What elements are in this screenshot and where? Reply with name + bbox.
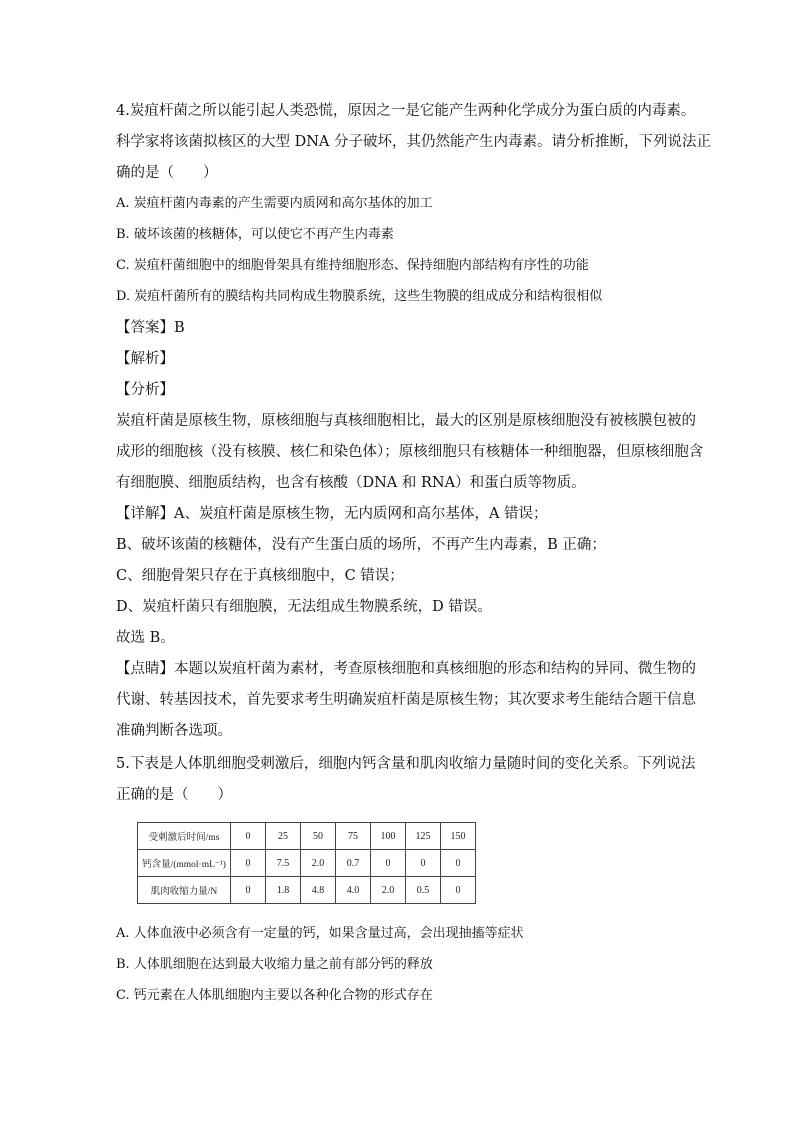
- table-cell: 50: [301, 823, 336, 850]
- table-cell: 0: [441, 877, 476, 904]
- table-cell: 0: [231, 823, 266, 850]
- q4-fenxi-line-2: 成形的细胞核（没有核膜、核仁和染色体）；原核细胞只有核糖体一种细胞器，但原核细胞含: [116, 444, 704, 460]
- table-cell: 0.7: [336, 850, 371, 877]
- q4-analysis-heading: 【解析】: [116, 351, 174, 367]
- calcium-force-table: [137, 822, 476, 904]
- row-label-force: 肌肉收缩力量/N: [138, 877, 231, 904]
- row-label-time: 受刺激后时间/ms: [138, 823, 231, 850]
- q4-detail-line-3: C、细胞骨架只存在于真核细胞中，C 错误；: [116, 568, 404, 584]
- q4-stem-line-2: 科学家将该菌拟核区的大型 DNA 分子破坏，其仍然能产生内毒素。请分析推断，下列说法正: [116, 134, 711, 150]
- q4-stem-line-3: 确的是（ ）: [116, 165, 218, 181]
- table-row-force: [138, 877, 476, 904]
- q4-fenxi-line-1: 炭疽杆菌是原核生物，原核细胞与真核细胞相比，最大的区别是原核细胞没有被核膜包被的: [116, 413, 696, 429]
- table-cell: 0: [406, 850, 441, 877]
- table-cell: 0: [231, 877, 266, 904]
- q4-fenxi-heading: 【分析】: [116, 382, 174, 398]
- table-cell: 125: [406, 823, 441, 850]
- q5-stem-line-2: 正确的是（ ）: [116, 787, 232, 803]
- table-row-calcium: [138, 850, 476, 877]
- q5-stem-line-1: 5.下表是人体肌细胞受刺激后，细胞内钙含量和肌肉收缩力量随时间的变化关系。下列说法: [116, 756, 696, 772]
- q4-option-c: C. 炭疽杆菌细胞中的细胞骨架具有维持细胞形态、保持细胞内部结构有序性的功能: [116, 258, 589, 273]
- table-cell: 0.5: [406, 877, 441, 904]
- q4-option-a: A. 炭疽杆菌内毒素的产生需要内质网和高尔基体的加工: [116, 196, 433, 211]
- q4-fenxi-line-3: 有细胞膜、细胞质结构，也含有核酸（DNA 和 RNA）和蛋白质等物质。: [116, 475, 586, 491]
- q4-detail-line-2: B、破坏该菌的核糖体，没有产生蛋白质的场所，不再产生内毒素，B 正确；: [116, 537, 606, 553]
- table-cell: 0: [231, 850, 266, 877]
- q4-option-b: B. 破坏该菌的核糖体，可以使它不再产生内毒素: [116, 227, 394, 242]
- q4-comment-line-3: 准确判断各选项。: [116, 723, 232, 739]
- q4-comment-line-2: 代谢、转基因技术，首先要求考生明确炭疽杆菌是原核生物；其次要求考生能结合题干信息: [116, 692, 696, 708]
- q5-option-b: B. 人体肌细胞在达到最大收缩力量之前有部分钙的释放: [116, 957, 433, 972]
- row-label-calcium: 钙含量/(mmol·mL⁻¹): [138, 850, 231, 877]
- table-cell: 4.0: [336, 877, 371, 904]
- table-cell: 1.8: [266, 877, 301, 904]
- table-cell: 2.0: [301, 850, 336, 877]
- table-cell: 2.0: [371, 877, 406, 904]
- table-cell: 25: [266, 823, 301, 850]
- table-cell: 7.5: [266, 850, 301, 877]
- q5-option-a: A. 人体血液中必须含有一定量的钙，如果含量过高，会出现抽搐等症状: [116, 926, 524, 941]
- table-cell: 75: [336, 823, 371, 850]
- q4-conclusion: 故选 B。: [116, 630, 175, 646]
- q4-answer: 【答案】B: [116, 320, 185, 336]
- q4-detail-line-1: 【详解】A、炭疽杆菌是原核生物，无内质网和高尔基体，A 错误；: [116, 506, 548, 522]
- q4-option-d: D. 炭疽杆菌所有的膜结构共同构成生物膜系统，这些生物膜的组成成分和结构很相似: [116, 289, 603, 304]
- table-cell: 150: [441, 823, 476, 850]
- q4-stem-line-1: 4.炭疽杆菌之所以能引起人类恐慌，原因之一是它能产生两种化学成分为蛋白质的内毒素。: [116, 103, 696, 119]
- q5-option-c: C. 钙元素在人体肌细胞内主要以各种化合物的形式存在: [116, 988, 433, 1003]
- table-cell: 0: [371, 850, 406, 877]
- q4-detail-line-4: D、炭疽杆菌只有细胞膜，无法组成生物膜系统，D 错误。: [116, 599, 492, 615]
- table-row-time: [138, 823, 476, 850]
- q4-comment-line-1: 【点睛】本题以炭疽杆菌为素材，考查原核细胞和真核细胞的形态和结构的异同、微生物的: [116, 661, 696, 677]
- table-cell: 100: [371, 823, 406, 850]
- table-cell: 0: [441, 850, 476, 877]
- table-cell: 4.8: [301, 877, 336, 904]
